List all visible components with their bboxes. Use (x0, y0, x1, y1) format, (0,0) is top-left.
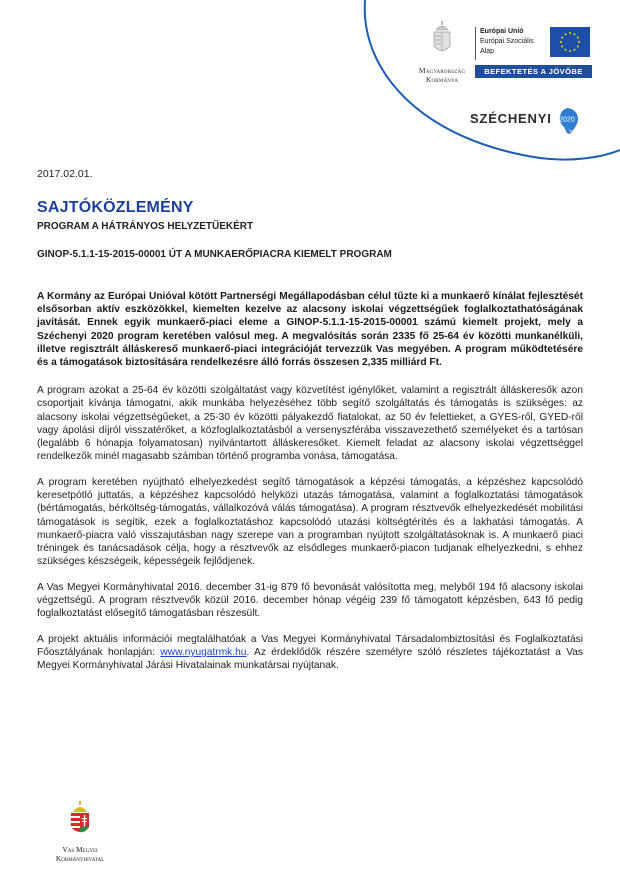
eu-logo-line3: Alap (480, 48, 495, 55)
eu-flag-icon (550, 27, 590, 57)
vas-county-office-logo (40, 800, 120, 863)
page-title: SAJTÓKÖZLEMÉNY (37, 199, 194, 216)
hungary-government-logo (404, 20, 480, 84)
hungary-logo-line2: Kormánya (425, 75, 459, 84)
body-paragraph: A Vas Megyei Kormányhivatal 2016. december 31-ig 879 fő bevonását valósította meg, melyből 194 fő alacsony iskolai végzettségű. A program résztvevők közül 2016. december hónap végéig 239 fő támogatott képzésben, 643 fő pedig foglalkoztatást elősegítő támogatásban részesült. (37, 581, 583, 620)
document-date: 2017.02.01. (37, 168, 93, 180)
body-paragraph: A program keretében nyújtható elhelyezkedést segítő támogatások a képzési támogatás, a képzéshez kapcsolódó keresetpótló juttatás, a képzéshez kapcsolódó helyközi utazás támogatása, valamint a foglalkoztatási támogatások (bértámogatás, bérköltség-támogatás, vállalkozóvá válás támogatása). A program résztvevők elhelyezkedését mobilitási támogatások is segítik, ezek a foglalkoztatáshoz kapcsolódó utazási költségtérítés és a lakhatási támogatás. A munkaerő-piacra való visszajutásban nagy szerepe van a programban nyújtott szolgáltatásoknak is. A munkaerő piaci tréningek és tanácsadások célja, hogy a résztvevők az elsődleges munkaerő-piacon tudjanak elhelyezkedni, s ehhez szükséges készségeik, képességeik fejlődjenek. (37, 476, 583, 568)
body-paragraph: A program azokat a 25-64 év közötti szolgáltatást vagy közvetítést igénylőket, valamint a regisztrált álláskeresők azon csoportjait kívánja támogatni, akik munkába helyezéséhez több segítő szolgáltatás és támogatás is szükséges: az alacsony iskolai végzettségűeket, a 25-30 év közötti pályakezdő fiatalokat, az 50 év felettieket, a GYES-ről, GYED-ről vagy ápolási díjról visszatérőket, a közfoglalkoztatásból a versenyszférába visszavezethető személyeket és a tartósan (legalább 6 hónapja folyamatosan) nyilvántartott álláskeresőket. Kiemelt feladat az alacsony iskolai végzettséggel rendelkezők minél magasabb számban történő programba vonása, támogatása. (37, 385, 583, 463)
hungarian-coat-of-arms-icon (432, 20, 452, 56)
lead-paragraph: A Kormány az Európai Unióval kötött Partnerségi Megállapodásban célul tűzte ki a munkaerő kínálat fejlesztését elsősorban aktív eszközökkel, kiemelten kezelve az alacsony iskolai végzettségűek foglalkoztathatóságának javítását. Ennek egyik munkaerő-piaci eleme a GINOP-5.1.1-15-2015-00001 számú kiemelt projekt, mely a Széchenyi 2020 program keretében valósul meg. A megvalósítás során 2335 fő 25-64 év közötti munkanélküli, illetve regisztrált álláskereső munkaerő-piaci integrációját tervezzük Vas megyében. A program működtetésére és a támogatások biztosítására rendelkezésre álló forrás összesen 2,335 milliárd Ft. (37, 291, 583, 369)
decorative-arc (0, 0, 620, 170)
vas-logo-line1: Vas Megyei (62, 845, 98, 854)
szechenyi-year: 2020 (558, 116, 575, 124)
subtitle-program: PROGRAM A HÁTRÁNYOS HELYZETŰEKÉRT (37, 221, 254, 232)
eu-slogan-banner: BEFEKTETÉS A JÖVŐBE (475, 65, 592, 78)
eu-social-fund-logo (475, 27, 593, 78)
szechenyi-2020-logo (470, 103, 579, 133)
vas-logo-line2: Kormányhivatal (55, 854, 105, 863)
contact-text-after: . Az érdeklődők részére személyre szóló részletes tájékoztatást a Vas Megyei Kormányhivatal Járási Hivatalainak munkatársai nyújtanak. (37, 647, 583, 672)
website-link[interactable]: www.nyugatrmk.hu (160, 647, 247, 659)
eu-logo-line1: Európai Unió (480, 28, 524, 35)
eu-logo-line2: Európai Szociális (480, 38, 534, 45)
document-body (37, 290, 583, 685)
subtitle-ginop: GINOP-5.1.1-15-2015-00001 ÚT A MUNKAERŐPIACRA KIEMELT PROGRAM (37, 249, 392, 260)
contact-paragraph (37, 633, 583, 673)
hungary-logo-line1: Magyarország (418, 66, 466, 75)
coat-of-arms-icon (69, 800, 91, 838)
szechenyi-wordmark: SZÉCHENYI (470, 110, 552, 126)
contact-text-before: A projekt aktuális információi megtalálhatóak a Vas Megyei Kormányhivatal Társadalombiztosítási és Foglalkoztatási Főosztályának honlapján: (37, 633, 583, 659)
map-pin-icon (555, 107, 579, 135)
